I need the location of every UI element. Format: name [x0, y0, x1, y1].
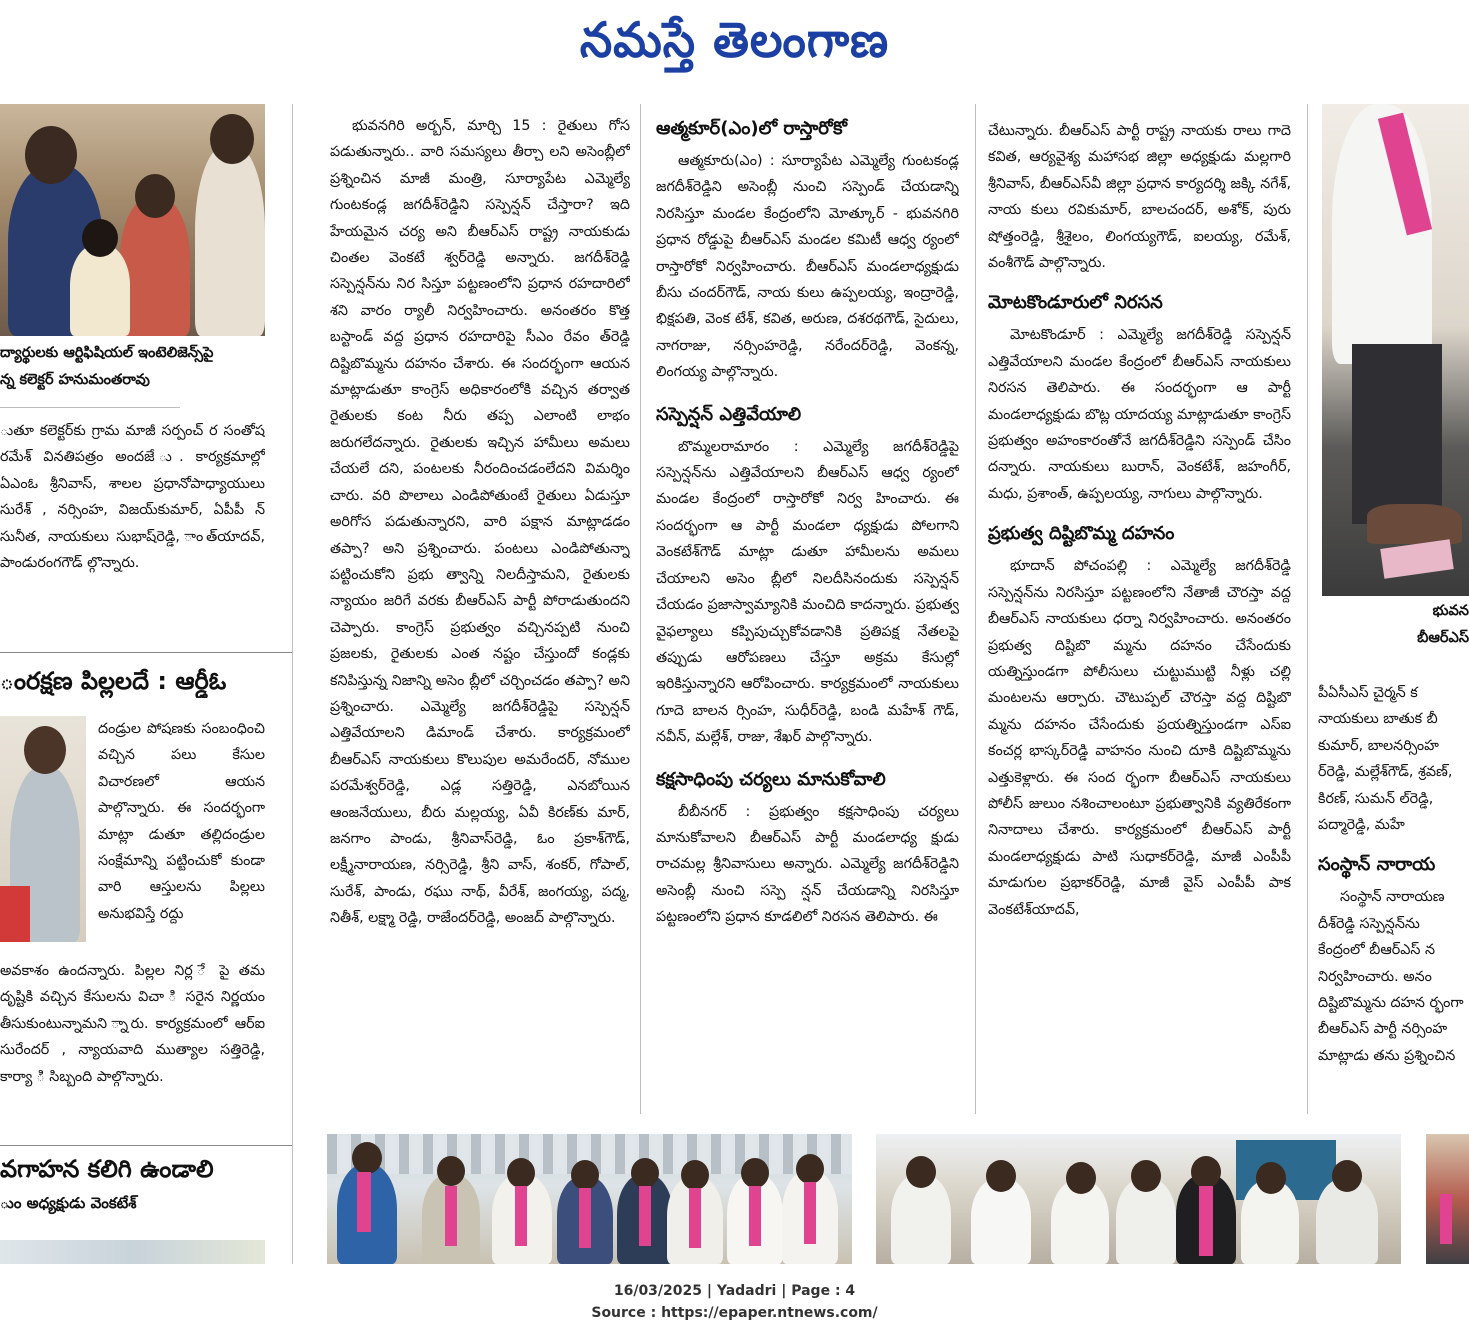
story-divider [0, 1145, 292, 1146]
story-headline: మోటకొండూరులో నిరసన [988, 292, 1163, 314]
caption-line: ద్యార్థులకు ఆర్టిఫిషియల్ ఇంటెలిజెన్స్‌పై [0, 345, 214, 361]
column-4 [988, 118, 1291, 923]
story-paragraph: ఆత్మకూరు(ఎం) : సూర్యాపేట ఎమ్మెల్యే గుంటకండ్ల జగదీశ్‌రెడ్డిని అసెంబ్లీ నుంచి సస్పెండ్ చేయడాన్ని నిరసిస్తూ మండల కేంద్రంలోని మోత్కూర్ - భువనగిరి ప్రధాన రోడ్డుపై బీఆర్‌ఎస్ మండల కమిటీ ఆధ్వ ర్యంలో రాస్తారోకో నిర్వహించారు. బీఆర్‌ఎస్ మండలాధ్యక్షుడు బీసు చందర్‌గౌడ్, నాయ కులు ఉప్పలయ్య, ఇంద్రారెడ్డి, భిక్షపతి, వెంక టేశ్, కవిత, అరుణ, దశరథగౌడ్, సైదులు, నాగరాజు, నర్సింహరెడ్డి, నరేందర్‌రెడ్డి, వెంకన్న, లింగయ్య పాల్గొన్నారు. [656, 153, 959, 381]
rdo-photo [0, 716, 86, 942]
photo-caption [0, 340, 285, 394]
banner-photo [0, 1240, 265, 1264]
story-paragraph: పీఏసీఎస్ చైర్మన్ క నాయకులు బాతుక బీ కుమార్, బాలనర్సింహ ర్‌రెడ్డి, మల్లేశ్‌గౌడ్, శ్రవణ్, కిరణ్, సుమన్ ల్‌రెడ్డి, పద్మారెడ్డి, మహే [1318, 685, 1453, 834]
right-photo-caption [1322, 598, 1469, 652]
story-paragraph: భువనగిరి అర్బన్, మార్చి 15 : రైతులు గోస పడుతున్నారు.. వారి సమస్యలు తీర్చా లని అసెంబ్లీలో ప్రశ్నించిన మాజీ మంత్రి, సూర్యాపేట ఎమ్మెల్యే గుంటకండ్ల జగదీశ్‌రెడ్డిని సస్పెన్షన్ చేస్తారా? ఇది హేయమైన చర్య అని బీఆర్‌ఎస్ రాష్ట్ర నాయకుడు చింతల వెంకటే శ్వర్‌రెడ్డి అన్నారు. జగదీశ్‌రెడ్డి సస్పెన్షన్‌ను నిర సిస్తూ పట్టణంలోని ప్రధాన రహదారిలో శని వారం ర్యాలీ నిర్వహించారు. అనంతరం కొత్త బస్టాండ్ వద్ద ప్రధాన రహదారిపై సీఎం రేవం త్‌రెడ్డి దిష్టిబొమ్మను దహనం చేశారు. ఈ సందర్భంగా ఆయన మాట్లాడుతూ కాంగ్రెస్ అధికారంలోకి వచ్చిన తర్వాత రైతులకు కంట నీరు తప్ప ఎలాంటి లాభం జరుగలేదన్నారు. రైతులకు ఇచ్చిన హామీలు అమలు చేయలే దని, పంటలకు నీరందించడంలేదని విమర్శిం చారు. వరి పొలాలు ఎండిపోతుంటే రైతులు ఏడుస్తూ అరిగోస పడుతున్నారని, వారి పక్షాన మాట్లాడడం తప్పా? అని ప్రశ్నించారు. పంటలు ఎండిపోతున్నా పట్టించుకోని ప్రభు త్వాన్ని నిలదీస్తామని, రైతులకు న్యాయం జరిగే వరకు బీఆర్‌ఎస్ పార్టీ పోరాడుతుందని చెప్పారు. కాంగ్రెస్ ప్రభుత్వం వచ్చినప్పటి నుంచి ప్రజలకు, రైతులకు ఎంత నష్టం చేస్తుందో కండ్లకు కనిపిస్తున్న నిజాన్ని అసెం బ్లీలో చర్చించడం తప్పా? అని ప్రశ్నించారు. ఎమ్మెల్యే జగదీశ్‌రెడ్డిపై సస్పెన్షన్ ఎత్తివేయాలని డిమాండ్ చేశారు. కార్యక్రమంలో బీఆర్‌ఎస్ నాయకులు కొలుపుల అమరేందర్, నోముల పరమేశ్వర్‌రెడ్డి, ఎడ్ల సత్తిరెడ్డి, ఎనబోయిన ఆంజనేయులు, బీరు మల్లయ్య, ఏవీ కిరణ్‌కు మార్, జనగాం పాండు, శ్రీనివాస్‌రెడ్డి, ఓం ప్రకాశ్‌గౌడ్, లక్ష్మీనారాయణ, నర్సిరెడ్డి, శ్రీని వాస్, శంకర్, గోపాల్, సురేశ్, పాండు, రఘు నాథ్, వీరేశ్, జంగయ్య, పద్మ, నితీశ్, లక్ష్మా రెడ్డి, రాజేందర్‌రెడ్డి, అంజద్ పాల్గొన్నారు. [330, 118, 630, 927]
story-headline: కక్షసాధింపు చర్యలు మానుకోవాలి [656, 768, 886, 790]
column-3 [656, 114, 959, 931]
main-story [330, 113, 630, 932]
column-divider [292, 104, 293, 1264]
left-story-1 [0, 418, 265, 576]
story-paragraph: దండ్రుల పోషణకు సంబంధించి వచ్చిన పలు కేసుల విచారణలో ఆయన పాల్గొన్నారు. ఈ సందర్భంగా మాట్లా డుతూ తల్లిదండ్రుల సంక్షేమాన్ని పట్టించుకో కుండా వారి ఆస్తులను పిల్లలు అనుభవిస్తే రద్దు [98, 721, 265, 922]
left-story-2-headline [0, 664, 290, 698]
caption-line: భువన [1432, 603, 1469, 619]
story-headline: సస్పెన్షన్ ఎత్తివేయాలి [656, 403, 802, 425]
story-headline: సంస్థాన్ నారాయ [1318, 854, 1436, 876]
footer-source: Source : https://epaper.ntnews.com/ [591, 1305, 878, 1321]
story-paragraph: మోటకొండూర్ : ఎమ్మెల్యే జగదీశ్‌రెడ్డి సస్పెన్షన్ ఎత్తివేయాలని మండల కేంద్రంలో బీఆర్‌ఎస్ నాయకులు నిరసన తెలిపారు. ఈ సందర్భంగా ఆ పార్టీ మండలాధ్యక్షుడు బొట్ల యాదయ్య మాట్లాడుతూ కాంగ్రెస్ ప్రభుత్వం అహంకారంతోనే జగదీశ్‌రెడ్డిని సస్పెండ్ చేసిం దన్నారు. నాయకులు బురాన్, వెంకటేశ్, జహంగీర్, మధు, ప్రశాంత్, ఉప్పలయ్య, నాగులు పాల్గొన్నారు. [988, 327, 1291, 502]
newspaper-title: నమస్తే తెలంగాణ [579, 11, 890, 69]
masthead [0, 0, 1469, 92]
story-paragraph: బీబీనగర్ : ప్రభుత్వం కక్షసాధింపు చర్యలు మానుకోవాలని బీఆర్‌ఎస్ పార్టీ మండలాధ్య క్షుడు రాచమల్ల శ్రీనివాసులు అన్నారు. ఎమ్మెల్యే జగదీశ్‌రెడ్డిని అసెంబ్లీ నుంచి సస్పె న్షన్ చేయడాన్ని నిరసిస్తూ పట్టణంలోని ప్రధాన కూడలిలో నిరసన తెలిపారు. ఈ [656, 803, 959, 926]
story-headline: ప్రభుత్వ దిష్టిబొమ్మ దహనం [988, 523, 1175, 545]
story-paragraph: బొమ్మలరామారం : ఎమ్మెల్యే జగదీశ్‌రెడ్డిపై సస్పెన్షన్‌ను ఎత్తివేయాలని బీఆర్‌ఎస్ ఆధ్వ ర్యంలో మండల కేంద్రంలో రాస్తారోకో నిర్వ హించారు. ఈ సందర్భంగా ఆ పార్టీ మండలా ధ్యక్షుడు పోలగాని వెంకటేశ్‌గౌడ్ మాట్లా డుతూ హామీలను అమలు చేయాలని అసెం బ్లీలో నిలదీసినందుకు సస్పెన్షన్ చేయడం ప్రజాస్వామ్యానికి మంచిది కాదన్నారు. ప్రభుత్వ వైఫల్యాలు కప్పిపుచ్చుకోవడానికి ప్రతిపక్ష నేతలపై తప్పుడు ఆరోపణలు చేస్తూ అక్రమ కేసుల్లో ఇరికిస్తున్నారని ఆరోపించారు. కార్యక్రమంలో నాయకులు గూదె బాలన ర్సింహ, సుధీర్‌రెడ్డి, బండి మహేశ్ గౌడ్, నవీన్, మల్లేశ్, రాజు, శేఖర్ పాల్గొన్నారు. [656, 438, 959, 746]
story-paragraph: అవకాశం ఉందన్నారు. పిల్లల నిర్ల ే పై తమ దృష్టికి వచ్చిన కేసులను విచా ి సరైన నిర్ణయం తీసుకుంటున్నామని ్నారు. కార్యక్రమంలో ఆర్‌ఐ సురేందర్ , న్యాయవాది ముత్యాల సత్తిరెడ్డి, కార్యా ి సిబ్బంది పాల్గొన్నారు. [0, 963, 265, 1085]
story-divider [0, 652, 292, 653]
story-paragraph: ుతూ కలెక్టర్‌కు గ్రామ మాజీ సర్పంచ్ ర సంతోష రమేశ్ వినతిపత్రం అందజే ు. కార్యక్రమాల్లో ఏఎంఓ శ్రీనివాస్, శాలల ప్రధానోపాధ్యాయులు సురేశ్ , నర్సింహ, విజయ్‌కుమార్, ఏపీపీ న్ సునీత, నాయకులు సుభాష్‌రెడ్డి, ాంత్‌యాదవ్, పాండురంగగౌడ్ ల్గొన్నారు. [0, 423, 265, 572]
column-divider [975, 104, 976, 1114]
right-story [1318, 680, 1469, 1069]
story-paragraph: చేటున్నారు. బీఆర్‌ఎస్ పార్టీ రాష్ట్ర నాయకు రాలు గాదె కవిత, ఆర్యవైశ్య మహాసభ జిల్లా అధ్యక్షుడు మల్లగారి శ్రీనివాస్, బీఆర్‌ఎస్‌వీ జిల్లా ప్రధాన కార్యదర్శి జక్కి నగేశ్, నాయ కులు రవికుమార్, బాలచందర్, అశోక్, పురు షోత్తంరెడ్డి, శ్రీశైలం, లింగయ్యగౌడ్, ఐలయ్య, రమేశ్, వంశీగౌడ్ పాల్గొన్నారు. [988, 123, 1291, 272]
story-headline: వగాహన కలిగి ఉండాలి [0, 1156, 214, 1183]
footer-edition: 16/03/2025 | Yadadri | Page : 4 [613, 1283, 856, 1299]
rally-photo-2 [876, 1134, 1401, 1264]
rally-photo-3 [1426, 1134, 1469, 1264]
caption-rule [0, 407, 180, 408]
rally-photo-1 [327, 1134, 852, 1264]
story-headline: ంరక్షణ పిల్లలదే : ఆర్డీఓ [0, 667, 227, 695]
story-paragraph: సంస్థాన్ నారాయణ దీశ్‌రెడ్డి సస్పెన్షన్‌ను కేంద్రంలో బీఆర్‌ఎస్ న నిర్వహించారు. అనం దిష్టిబొమ్మను దహన ర్భంగా బీఆర్‌ఎస్ పార్టీ నర్సింహ మాట్లాడు తను ప్రశ్నించిన [1318, 889, 1464, 1064]
story-paragraph: భూదాన్ పోచంపల్లి : ఎమ్మెల్యే జగదీశ్‌రెడ్డి సస్పెన్షన్‌ను నిరసిస్తూ పట్టణంలోని నేతాజీ చౌరస్తా వద్ద బీఆర్‌ఎస్ నాయకులు ధర్నా నిర్వహించారు. అనంతరం ప్రభుత్వ దిష్టిబొ మ్మను దహనం చేసేందుకు యత్నిస్తుండగా పోలీసులు చుట్టుముట్టి నీళ్లు చల్లి మంటలను ఆర్పారు. చౌటుప్పల్ చౌరస్తా వద్ద దిష్టిబొ మ్మను దహనం చేసేందుకు ప్రయత్నిస్తుండగా ఎస్‌ఐ కంచర్ల భాస్కర్‌రెడ్డి వాహనం నుంచి దూకి దిష్టిబొమ్మను ఎత్తుకెళ్లారు. ఈ సంద ర్భంగా బీఆర్‌ఎస్ నాయకులు పోలీస్ జులుం నశించాలంటూ ప్రభుత్వానికి వ్యతిరేకంగా నినాదాలు చేశారు. కార్యక్రమంలో బీఆర్‌ఎస్ పార్టీ మండలాధ్యక్షుడు పాటి సుధాకర్‌రెడ్డి, మాజీ ఎంపీపీ మాడుగుల ప్రభాకర్‌రెడ్డి, మాజీ వైస్ ఎంపీపీ పాక వెంకటేశ్‌యాదవ్, [988, 558, 1291, 918]
caption-line: బీఆర్‌ఎస్ [1417, 630, 1469, 646]
protest-photo-right [1322, 104, 1469, 596]
column-divider [1307, 104, 1308, 1114]
students-photo [0, 104, 265, 336]
column-divider [640, 104, 641, 1114]
left-story-3 [0, 1156, 290, 1217]
caption-line: న్న కలెక్టర్ హనుమంతరావు [0, 372, 150, 388]
story-headline: ఆత్మకూర్(ఎం)లో రాస్తారోకో [656, 118, 847, 139]
story-subheadline: ుం అధ్యక్షుడు వెంకటేశ్ [0, 1194, 137, 1212]
left-story-2-side [98, 716, 265, 927]
left-story-2-body [0, 958, 265, 1090]
